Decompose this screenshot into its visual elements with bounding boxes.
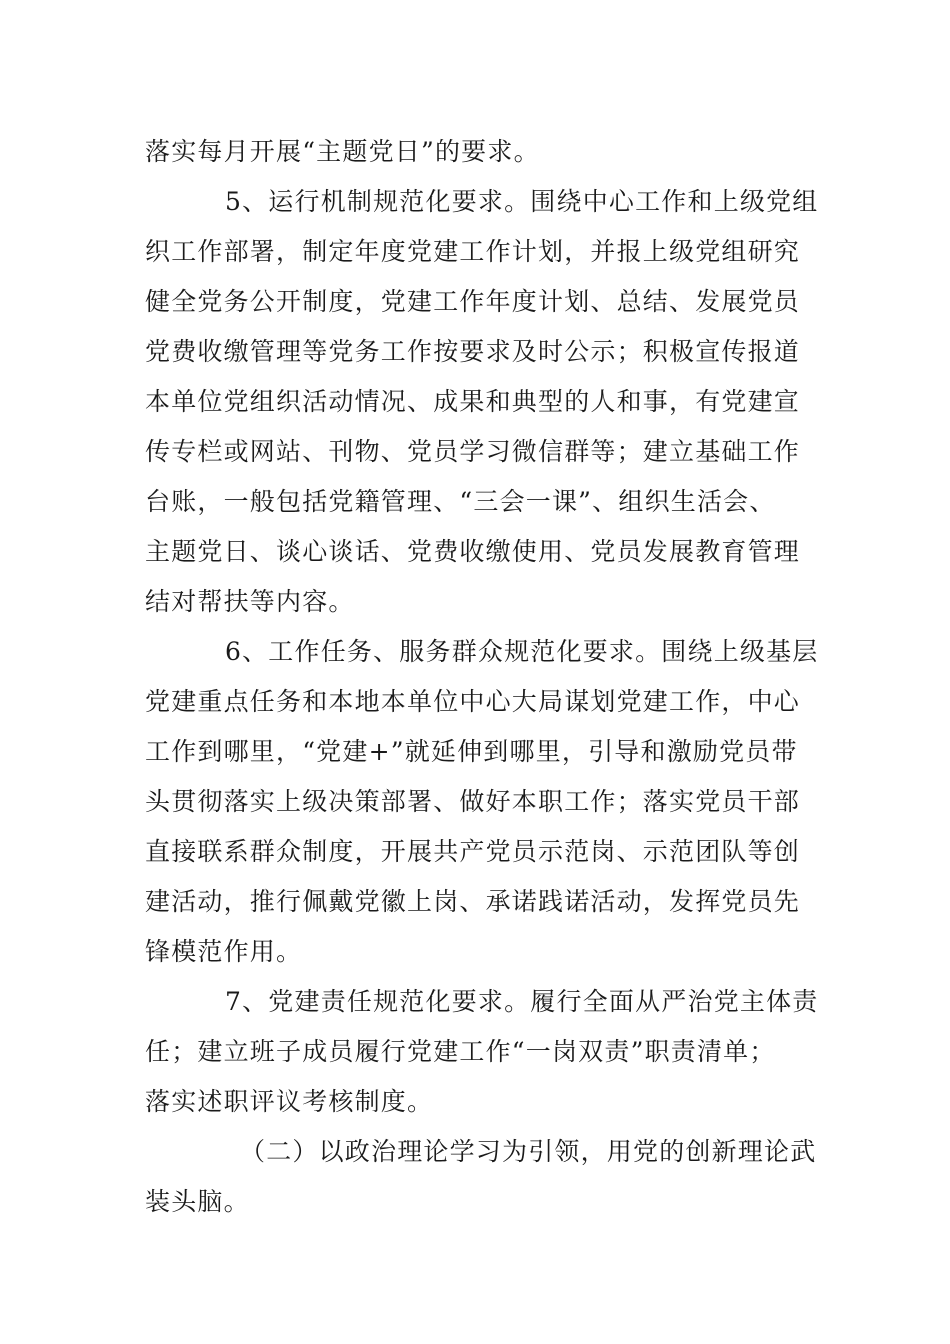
- text-line: 头贯彻落实上级决策部署、做好本职工作；落实党员干部: [145, 787, 801, 816]
- section-5-heading-line: 5、运行机制规范化要求。围绕中心工作和上级党组: [225, 187, 819, 216]
- text-line: 锋模范作用。: [145, 937, 303, 966]
- text-line: 台账，一般包括党籍管理、“三会一课”、组织生活会、: [145, 487, 776, 516]
- text-line: 建活动，推行佩戴党徽上岗、承诺践诺活动，发挥党员先: [145, 887, 801, 916]
- text-line: 工作到哪里，“党建+”就延伸到哪里，引导和激励党员带: [145, 737, 798, 766]
- text-line: 落实述职评议考核制度。: [145, 1087, 434, 1116]
- text-line: 健全党务公开制度，党建工作年度计划、总结、发展党员: [145, 287, 801, 316]
- text-line: 结对帮扶等内容。: [145, 587, 355, 616]
- text-line: 党费收缴管理等党务工作按要求及时公示；积极宣传报道: [145, 337, 801, 366]
- text-line: 织工作部署，制定年度党建工作计划，并报上级党组研究: [145, 237, 801, 266]
- text-line: 主题党日、谈心谈话、党费收缴使用、党员发展教育管理: [145, 537, 801, 566]
- section-7-heading-line: 7、党建责任规范化要求。履行全面从严治党主体责: [225, 987, 819, 1016]
- text-line: 传专栏或网站、刊物、党员学习微信群等；建立基础工作: [145, 437, 801, 466]
- text-line: 装头脑。: [145, 1187, 250, 1216]
- subsection-2-heading-line: （二）以政治理论学习为引领，用党的创新理论武: [240, 1137, 817, 1166]
- section-6-heading-line: 6、工作任务、服务群众规范化要求。围绕上级基层: [225, 637, 819, 666]
- text-line: 直接联系群众制度，开展共产党员示范岗、示范团队等创: [145, 837, 801, 866]
- text-line: 党建重点任务和本地本单位中心大局谋划党建工作，中心: [145, 687, 801, 716]
- text-line: 本单位党组织活动情况、成果和典型的人和事，有党建宣: [145, 387, 801, 416]
- text-line: 落实每月开展“主题党日”的要求。: [145, 137, 540, 166]
- text-line: 任；建立班子成员履行党建工作“一岗双责”职责清单；: [145, 1037, 776, 1066]
